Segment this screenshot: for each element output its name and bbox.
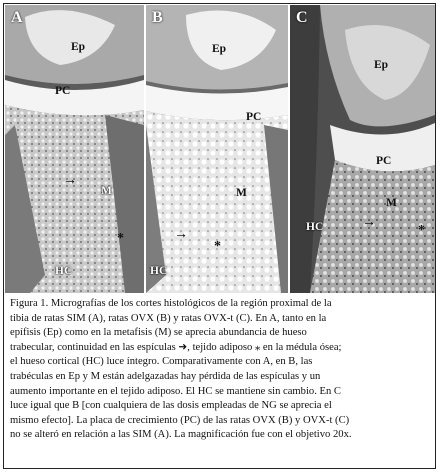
panel-b-hc-label: HC	[150, 265, 168, 277]
caption-line: mismo efecto]. La placa de crecimiento (PC) de las ratas OVX (B) y OVX-t (C)	[10, 414, 350, 426]
panel-a-pc-label: PC	[55, 85, 71, 97]
panel-b-m-label: M	[236, 187, 247, 199]
panel-b-letter: B	[152, 9, 163, 26]
caption-line: Figura 1. Micrografías de los cortes histológicos de la región proximal de la	[10, 298, 332, 309]
caption-line: no se alteró en relación a las SIM (A). La magnificación fue con el objetivo 20x.	[10, 429, 352, 441]
panel-c-spicule-arrow: →	[362, 215, 376, 230]
panel-c-ep-label: Ep	[374, 59, 389, 71]
micrograph-panel-a	[5, 5, 144, 293]
panel-a-m-label: M	[101, 185, 112, 197]
caption-line: luce igual que B [con cualquiera de las dosis empleadas de NG se aprecia el	[10, 400, 332, 412]
panel-c-adipose-asterisk: *	[418, 223, 425, 238]
panel-a-ep-label: Ep	[71, 41, 86, 53]
panel-c-m-label: M	[386, 197, 397, 209]
panel-b-pc-label: PC	[246, 111, 262, 123]
panel-b-spicule-arrow: →	[174, 227, 188, 242]
panel-c-letter: C	[296, 9, 308, 26]
micrograph-panel-c	[290, 5, 435, 293]
caption-line: epífisis (Ep) como en la metafisis (M) se aprecia abundancia de hueso	[10, 327, 307, 339]
micrograph-c-image	[290, 5, 435, 293]
figure-caption	[10, 297, 433, 443]
caption-line: aumento importante en el tejido adiposo. El HC se mantiene sin cambio. En C	[10, 385, 341, 397]
figure-frame	[3, 3, 436, 469]
panel-a-adipose-asterisk: *	[117, 231, 124, 246]
panel-c-hc-label: HC	[306, 221, 324, 233]
panel-a-spicule-arrow: →	[63, 173, 77, 188]
caption-line: trabéculas en Ep y M están adelgazadas hay pérdida de las espículas y un	[10, 370, 321, 382]
caption-line: el hueso cortical (HC) luce íntegro. Comparativamente con A, en B, las	[10, 356, 313, 368]
caption-line: tibia de ratas SIM (A), ratas OVX (B) y ratas OVX-t (C). En A, tanto en la	[10, 312, 327, 324]
panel-c-pc-label: PC	[376, 155, 392, 167]
caption-line: trabecular, continuidad en las espículas ➜, tejido adiposo ⁎ en la médula ósea;	[10, 341, 342, 353]
panel-b-adipose-asterisk: *	[214, 239, 221, 254]
micrograph-panels	[5, 5, 435, 293]
micrograph-panel-b	[146, 5, 288, 293]
panel-b-ep-label: Ep	[212, 43, 227, 55]
panel-a-hc-label: HC	[55, 265, 73, 277]
panel-a-letter: A	[11, 9, 23, 26]
